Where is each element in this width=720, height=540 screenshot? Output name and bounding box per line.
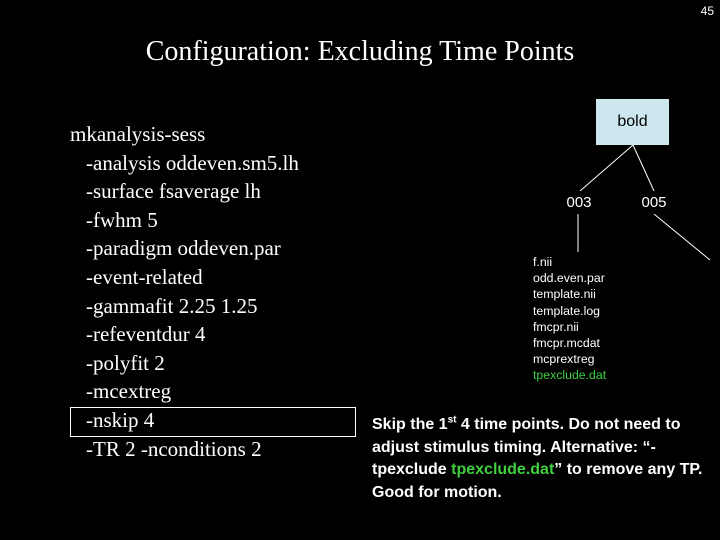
command-arg: -event-related [86, 264, 203, 289]
slide-title: Configuration: Excluding Time Points [145, 36, 575, 67]
file-list [529, 252, 630, 392]
command-arg-nskip: -nskip 4 [86, 407, 155, 432]
command-program: mkanalysis-sess [70, 122, 206, 146]
command-arg: -TR 2 -nconditions 2 [86, 436, 262, 461]
file-item: mcprextreg [533, 352, 595, 367]
page-number: 45 [700, 4, 714, 18]
run-node-003: 003 [555, 191, 603, 214]
note-text: ” to remove any TP. Good for motion. [372, 461, 703, 501]
command-arg: -refeventdur 4 [86, 322, 206, 347]
file-item: template.log [533, 303, 600, 318]
note-text: Skip the 1 [372, 416, 448, 433]
note-highlight: tpexclude.dat [451, 461, 555, 478]
note-superscript: st [447, 414, 457, 426]
connector-005-branch [654, 214, 710, 260]
note-text: 4 time points. Do not need to adjust stimulus timing. Alternative: “-tpexclude [372, 416, 681, 478]
file-item: f.nii [533, 255, 553, 269]
file-item: fmcpr.nii [533, 319, 579, 334]
command-arg: -analysis oddeven.sm5.lh [86, 150, 299, 175]
command-arg: -surface fsaverage lh [86, 179, 261, 204]
connector-bold-005 [633, 145, 654, 191]
explanation-note [372, 414, 717, 504]
file-item-tpexclude: tpexclude.dat [533, 368, 607, 383]
file-item: template.nii [533, 287, 596, 302]
command-arg: -fwhm 5 [86, 207, 158, 232]
file-item: odd.even.par [533, 271, 605, 286]
command-arg: -polyfit 2 [86, 350, 165, 375]
command-arg: -paradigm oddeven.par [86, 236, 281, 261]
bold-directory-node: bold [596, 99, 669, 145]
command-arg: -gammafit 2.25 1.25 [86, 293, 258, 318]
command-arg: -mcextreg [86, 379, 172, 404]
file-item: fmcpr.mcdat [533, 336, 600, 351]
run-node-005: 005 [630, 191, 678, 214]
connector-bold-003 [580, 145, 633, 191]
